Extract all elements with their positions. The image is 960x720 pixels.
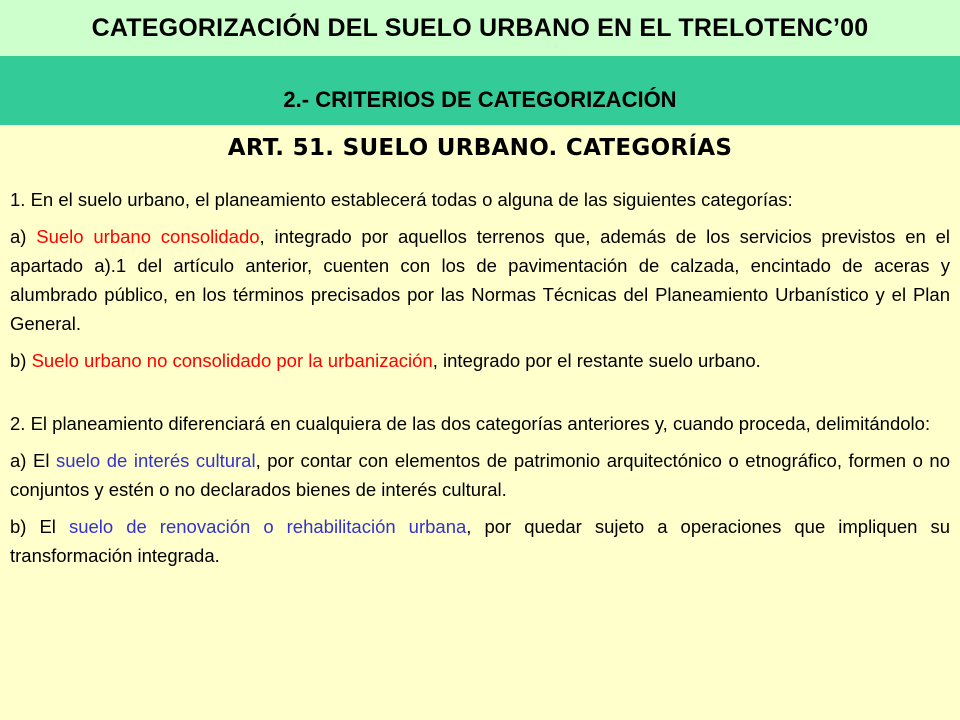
article-title: ART. 51. SUELO URBANO. CATEGORÍAS [227, 135, 733, 161]
paragraph-1a [10, 222, 950, 338]
term-suelo-urbano-no-consolidado: Suelo urbano no consolidado por la urbanización [31, 350, 433, 371]
paragraph-1a-text: , integrado por aquellos terrenos que, además de los servicios previstos en el apartado a).1 del artículo anterior, cuenten con los de pavimentación de calzada, encintado de aceras y alumbrado público, en los términos precisados por las Normas Técnicas del Planeamiento Urbanístico y el Plan General. [10, 226, 951, 334]
paragraph-2b [10, 512, 950, 570]
paragraph-1-text: 1. En el suelo urbano, el planeamiento establecerá todas o alguna de las siguientes categorías: [10, 189, 793, 210]
paragraph-1a-prefix: a) [10, 226, 37, 247]
paragraph-2-text: 2. El planeamiento diferenciará en cualquiera de las dos categorías anteriores y, cuando proceda, delimitándolo: [10, 413, 931, 434]
paragraph-1 [10, 185, 950, 214]
paragraph-2a [10, 446, 950, 504]
term-suelo-urbano-consolidado: Suelo urbano consolidado [36, 226, 260, 247]
term-suelo-renovacion-rehabilitacion: suelo de renovación o rehabilitación urbana [68, 516, 467, 537]
paragraph-1b-prefix: b) [10, 350, 32, 371]
section-header-bar [0, 56, 960, 125]
document-title: CATEGORIZACIÓN DEL SUELO URBANO EN EL TRELOTENC’00 [91, 13, 869, 42]
paragraph-2 [10, 409, 950, 438]
paragraph-1b-text: , integrado por el restante suelo urbano. [432, 350, 761, 371]
document-title-bar [0, 0, 960, 56]
paragraph-1b [10, 346, 950, 375]
paragraph-2a-text: , por contar con elementos de patrimonio arquitectónico o etnográfico, formen o no conjuntos y estén o no declarados bienes de interés cultural. [10, 450, 951, 500]
section-title: 2.- CRITERIOS DE CATEGORIZACIÓN [283, 86, 677, 112]
term-suelo-interes-cultural: suelo de interés cultural [55, 450, 256, 471]
paragraph-2b-text: , por quedar sujeto a operaciones que impliquen su transformación integrada. [10, 516, 951, 566]
paragraph-2a-prefix: a) El [10, 450, 56, 471]
article-body [10, 185, 950, 578]
paragraph-2b-prefix: b) El [10, 516, 69, 537]
